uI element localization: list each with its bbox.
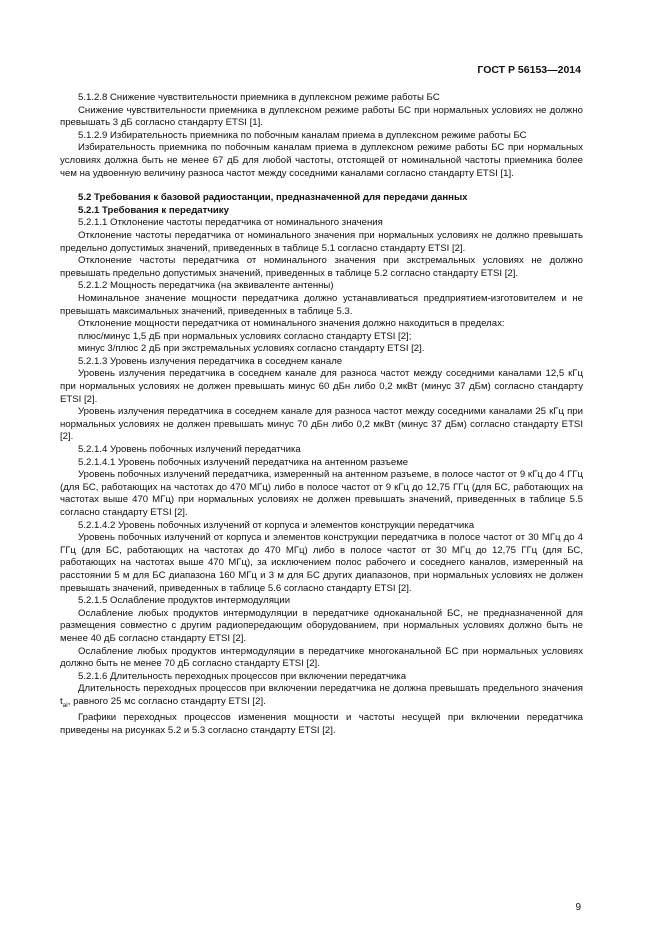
paragraph: Длительность переходных процессов при включении передатчика не должна превышать предельного значения $t_{al}$, равного 25 мс согласно стандарту ETSI [2].	[60, 683, 583, 709]
paragraph: 5.2.1.1 Отклонение частоты передатчика от номинального значения	[78, 217, 383, 229]
paragraph: Отклонение частоты передатчика от номинального значения при нормальных условиях не должно превышать предельно допустимых значений, приведенных в таблице 5.1 согласно стандарту ETSI [2].	[60, 229, 583, 254]
paragraph: Номинальное значение мощности передатчика должно устанавливаться предприятием-изготовителем и не превышать максимальных значений, приведенных в таблице 5.3.	[60, 292, 583, 317]
paragraph: Уровень излучения передатчика в соседнем канале для разноса частот между соседними каналами 12,5 кГц при нормальных условиях не должен превышать минус 60 дБн либо 0,2 мкВт (минус 37 дБм) согласно стандарту ETSI [2].	[60, 368, 583, 405]
paragraph: Уровень излучения передатчика в соседнем канале для разноса частот между соседними каналами 25 кГц при нормальных условиях не должен превышать минус 70 дБн либо 0,2 мкВт (минус 37 дБм) согласно стандарту ETSI [2].	[60, 406, 583, 443]
document-header: ГОСТ Р 56153—2014	[477, 64, 581, 76]
paragraph: Ослабление любых продуктов интермодуляции в передатчике одноканальной БС, не предназначенной для размещения совместно с другим радиопередающим оборудованием, при нормальных условиях должно быть не менее 40 дБ согласно стандарту ETSI [2].	[60, 607, 583, 644]
paragraph: минус 3/плюс 2 дБ при экстремальных условиях согласно стандарту ETSI [2].	[78, 343, 425, 355]
paragraph: 5.1.2.8 Снижение чувствительности приемника в дуплексном режиме работы БС	[78, 92, 440, 103]
paragraph: 5.2.1.3 Уровень излучения передатчика в соседнем канале	[78, 355, 343, 367]
document-body	[60, 92, 583, 738]
section-heading: 5.2 Требования к базовой радиостанции, предназначенной для передачи данных	[78, 192, 468, 204]
paragraph: Уровень побочных излучений от корпуса и элементов конструкции передатчика в полосе частот от 30 МГц до 4 ГГц (для БС, работающих на частотах до 470 МГц) либо в полосе частот от 30 МГц до 12,75 ГГц (для БС, работающих на частотах выше 470 МГц), за исключением полос рабочего и соседнего каналов, измеренный на расстоянии 5 м для БС диапазона 160 МГц и 3 м для БС других диапазонов, при нормальных условиях не должен превышать значений, приведенных в таблице 5.6 согласно стандарту ETSI [2].	[60, 532, 583, 594]
paragraph: 5.2.1.2 Мощность передатчика (на эквиваленте антенны)	[78, 280, 334, 292]
paragraph: 5.2.1.4 Уровень побочных излучений передатчика	[78, 444, 301, 456]
page-number: 9	[575, 902, 581, 913]
paragraph: Избирательность приемника по побочным каналам приема в дуплексном режиме работы БС при нормальных условиях должна быть не менее 67 дБ для любой частоты, отстоящей от номинальной частоты приемника более чем на удвоенную величину разноса частот между соседними каналами согласно стандарту ETSI [1].	[60, 142, 583, 179]
paragraph: Ослабление любых продуктов интермодуляции в передатчике многоканальной БС при нормальных условиях должно быть не менее 70 дБ согласно стандарту ETSI [2].	[60, 645, 583, 670]
paragraph: 5.2.1.4.2 Уровень побочных излучений от корпуса и элементов конструкции передатчика	[78, 519, 475, 531]
paragraph: Отклонение мощности передатчика от номинального значения должно находиться в пределах:	[78, 318, 505, 330]
paragraph-gap	[60, 180, 583, 192]
paragraph: 5.2.1.6 Длительность переходных процессов при включении передатчика	[78, 670, 407, 682]
paragraph: 5.2.1.4.1 Уровень побочных излучений передатчика на антенном разъеме	[78, 456, 409, 468]
paragraph: Отклонение частоты передатчика от номинального значения при экстремальных условиях не должно превышать предельно допустимых значений, приведенных в таблице 5.2 согласно стандарту ETSI [2].	[60, 255, 583, 279]
paragraph: Снижение чувствительности приемника в дуплексном режиме работы БС при нормальных условиях не должно превышать 3 дБ согласно стандарту ETSI [1].	[60, 104, 583, 129]
section-heading: 5.2.1 Требования к передатчику	[78, 204, 229, 216]
paragraph: 5.1.2.9 Избирательность приемника по побочным каналам приема в дуплексном режиме работы БС	[78, 129, 527, 141]
paragraph: плюс/минус 1,5 дБ при нормальных условиях согласно стандарту ETSI [2];	[78, 330, 412, 342]
paragraph: Уровень побочных излучений передатчика, измеренный на антенном разъеме, в полосе частот от 9 кГц до 4 ГГц (для БС, работающих на частотах до 470 МГц) либо в полосе частот от 9 кГц до 12,75 ГГц (для БС, работающих на частотах выше 470 МГц) при нормальных условиях не должен превышать значений, приведенных в таблице 5.5 согласно стандарту ETSI [2].	[60, 469, 583, 518]
paragraph: 5.2.1.5 Ослабление продуктов интермодуляции	[78, 595, 291, 607]
paragraph: Графики переходных процессов изменения мощности и частоты несущей при включении передатчика приведены на рисунках 5.2 и 5.3 согласно стандарту ETSI [2].	[60, 712, 583, 736]
